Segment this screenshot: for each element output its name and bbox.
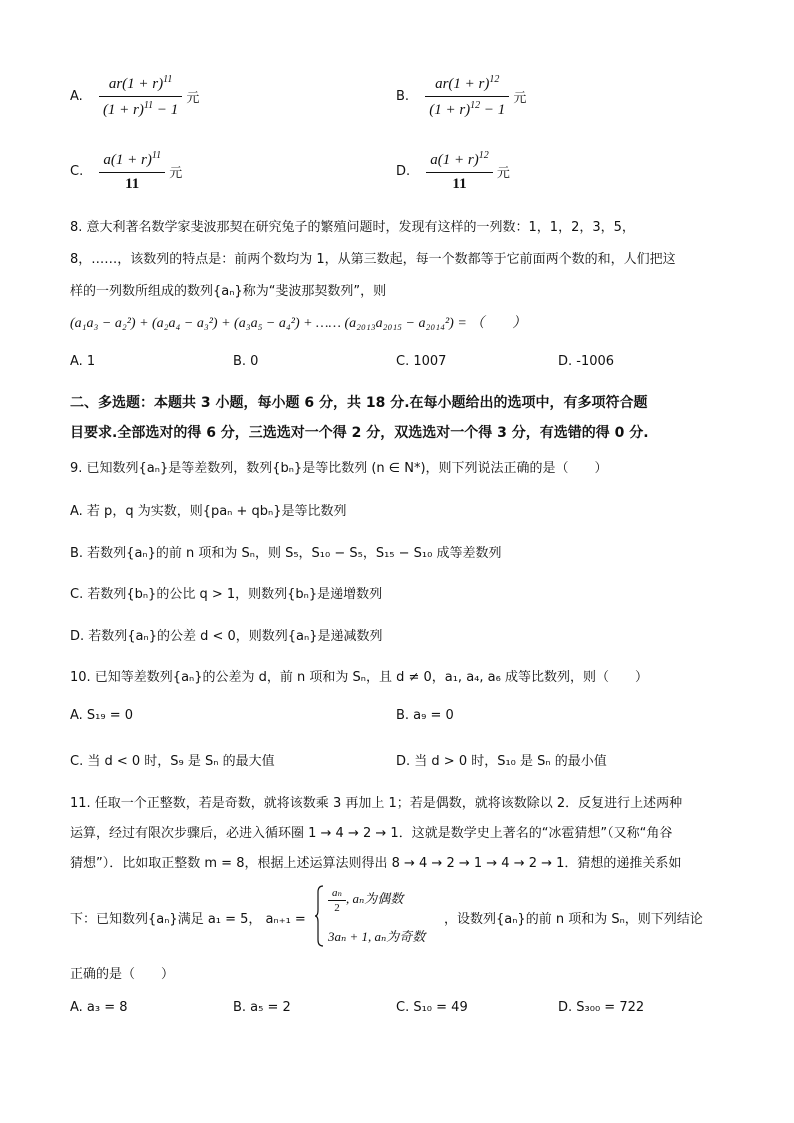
q11-piecewise (314, 884, 444, 948)
q7-d-unit: 元 (496, 166, 510, 181)
q8-line-3: 样的一列数所组成的数列{aₙ}称为“斐波那契数列”，则 (70, 284, 387, 299)
q7-b-den-exp: 12 (470, 100, 481, 111)
q8-option-a[interactable]: A. 1 (70, 354, 96, 369)
q8-line-1: 8. 意大利著名数学家斐波那契在研究兔子的繁殖问题时，发现有这样的一列数：1，1，2，3，5， (70, 220, 635, 235)
q11-case1-num: aₙ (328, 886, 346, 901)
q7-b-den-tail: − 1 (480, 102, 506, 118)
q7-b-num-exp: 12 (489, 74, 500, 85)
q7-a-fraction (99, 74, 182, 119)
q8-option-b[interactable]: B. 0 (233, 354, 259, 369)
q10-option-a[interactable]: A. S₁₉ = 0 (70, 708, 134, 723)
q7-c-fraction (99, 150, 165, 193)
q7-a-label: A. (70, 89, 83, 104)
section-2-heading-line-2: 目要求.全部选对的得 6 分，三选选对一个得 2 分，双选选对一个得 3 分，有选错的得 0 分. (70, 425, 649, 441)
q7-c-unit: 元 (169, 166, 183, 181)
q10-option-b[interactable]: B. a₉ = 0 (396, 708, 454, 723)
q7-d-num-exp: 12 (478, 150, 489, 161)
q8-option-d[interactable]: D. -1006 (558, 354, 615, 369)
q11-option-a[interactable]: A. a₃ = 8 (70, 1000, 128, 1015)
q11-case1-den: 2 (334, 902, 340, 914)
q7-d-fraction (426, 150, 492, 193)
q7-b-label: B. (396, 89, 410, 104)
q11-line-4-pre: 下：已知数列{aₙ}满足 a₁ = 5， aₙ₊₁ = (70, 912, 306, 927)
q7-d-numerator: a(1 + r) (430, 152, 479, 168)
q9-option-c[interactable]: C. 若数列{bₙ}的公比 q > 1，则数列{bₙ}是递增数列 (70, 587, 383, 602)
section-2-heading-line-1: 二、多选题：本题共 3 小题，每小题 6 分，共 18 分.在每小题给出的选项中，有多项符合题 (70, 395, 648, 411)
q7-c-num-exp: 11 (151, 150, 162, 161)
q9-stem: 9. 已知数列{aₙ}是等差数列，数列{bₙ}是等比数列 (n ∈ N*)，则下列说法正确的是（ ） (70, 461, 608, 476)
q7-b-unit: 元 (513, 91, 527, 106)
q7-a-unit: 元 (186, 91, 200, 106)
q7-a-num-exp: 11 (163, 74, 173, 85)
q7-a-den-exp: 11 (143, 100, 154, 111)
q11-option-d[interactable]: D. S₃₀₀ = 722 (558, 1000, 645, 1015)
q10-option-d[interactable]: D. 当 d > 0 时，S₁₀ 是 Sₙ 的最小值 (396, 754, 607, 769)
q11-case1-fraction (328, 886, 346, 914)
q7-option-c[interactable] (70, 150, 182, 200)
q8-formula: (a₁a₃ − a₂²) + (a₂a₄ − a₃²) + (a₃a₅ − a₄²) + …… (a₂₀₁₃a₂₀₁₅ − a₂₀₁₄²) = （ ） (70, 316, 527, 331)
q7-d-label: D. (396, 164, 411, 179)
q7-a-den-tail: − 1 (153, 102, 179, 118)
q7-a-denominator: (1 + r) (102, 102, 144, 118)
q7-option-d[interactable] (396, 150, 510, 200)
q7-b-numerator: ar(1 + r) (435, 76, 490, 92)
q8-option-c[interactable]: C. 1007 (396, 354, 447, 369)
q7-c-numerator: a(1 + r) (103, 152, 152, 168)
q7-option-b[interactable] (396, 74, 526, 124)
q7-b-denominator: (1 + r) (429, 102, 471, 118)
q11-line-4-post: ，设数列{aₙ}的前 n 项和为 Sₙ，则下列结论 (444, 912, 703, 927)
q9-option-a[interactable]: A. 若 p，q 为实数，则{paₙ + qbₙ}是等比数列 (70, 504, 347, 519)
q10-option-c[interactable]: C. 当 d < 0 时，S₉ 是 Sₙ 的最大值 (70, 754, 275, 769)
q11-option-b[interactable]: B. a₅ = 2 (233, 1000, 291, 1015)
q11-option-c[interactable]: C. S₁₀ = 49 (396, 1000, 468, 1015)
q9-option-b[interactable]: B. 若数列{aₙ}的前 n 项和为 Sₙ，则 S₅，S₁₀ − S₅，S₁₅ − S₁₀ 成等差数列 (70, 546, 502, 561)
q11-case1-tail: , aₙ为偶数 (345, 890, 404, 906)
q7-c-label: C. (70, 164, 84, 179)
q11-line-3: 猜想”）．比如取正整数 m = 8，根据上述运算法则得出 8 → 4 → 2 → 1 → 4 → 2 → 1．猜想的递推关系如 (70, 856, 682, 871)
q7-option-a[interactable] (70, 74, 199, 124)
q7-b-fraction (425, 74, 509, 119)
q10-stem: 10. 已知等差数列{aₙ}的公差为 d，前 n 项和为 Sₙ，且 d ≠ 0，a₁, a₄, a₆ 成等比数列，则（ ） (70, 670, 648, 685)
q11-line-1: 11. 任取一个正整数，若是奇数，就将该数乘 3 再加上 1；若是偶数，就将该数除以 2．反复进行上述两种 (70, 796, 683, 811)
q7-c-denominator: 11 (125, 176, 140, 192)
left-brace-icon (314, 884, 324, 948)
q8-line-2: 8，……，该数列的特点是：前两个数均为 1，从第三数起，每一个数都等于它前面两个数的和，人们把这 (70, 252, 676, 267)
q7-a-numerator: ar(1 + r) (108, 76, 164, 92)
q11-line-2: 运算，经过有限次步骤后，必进入循环圈 1 → 4 → 2 → 1．这就是数学史上著名的“冰雹猜想”（又称“角谷 (70, 826, 673, 841)
q11-case2: 3aₙ + 1, aₙ为奇数 (328, 929, 426, 944)
q7-d-denominator: 11 (452, 176, 467, 192)
q11-line-5: 正确的是（ ） (70, 967, 175, 982)
q9-option-d[interactable]: D. 若数列{aₙ}的公差 d < 0，则数列{aₙ}是递减数列 (70, 629, 383, 644)
